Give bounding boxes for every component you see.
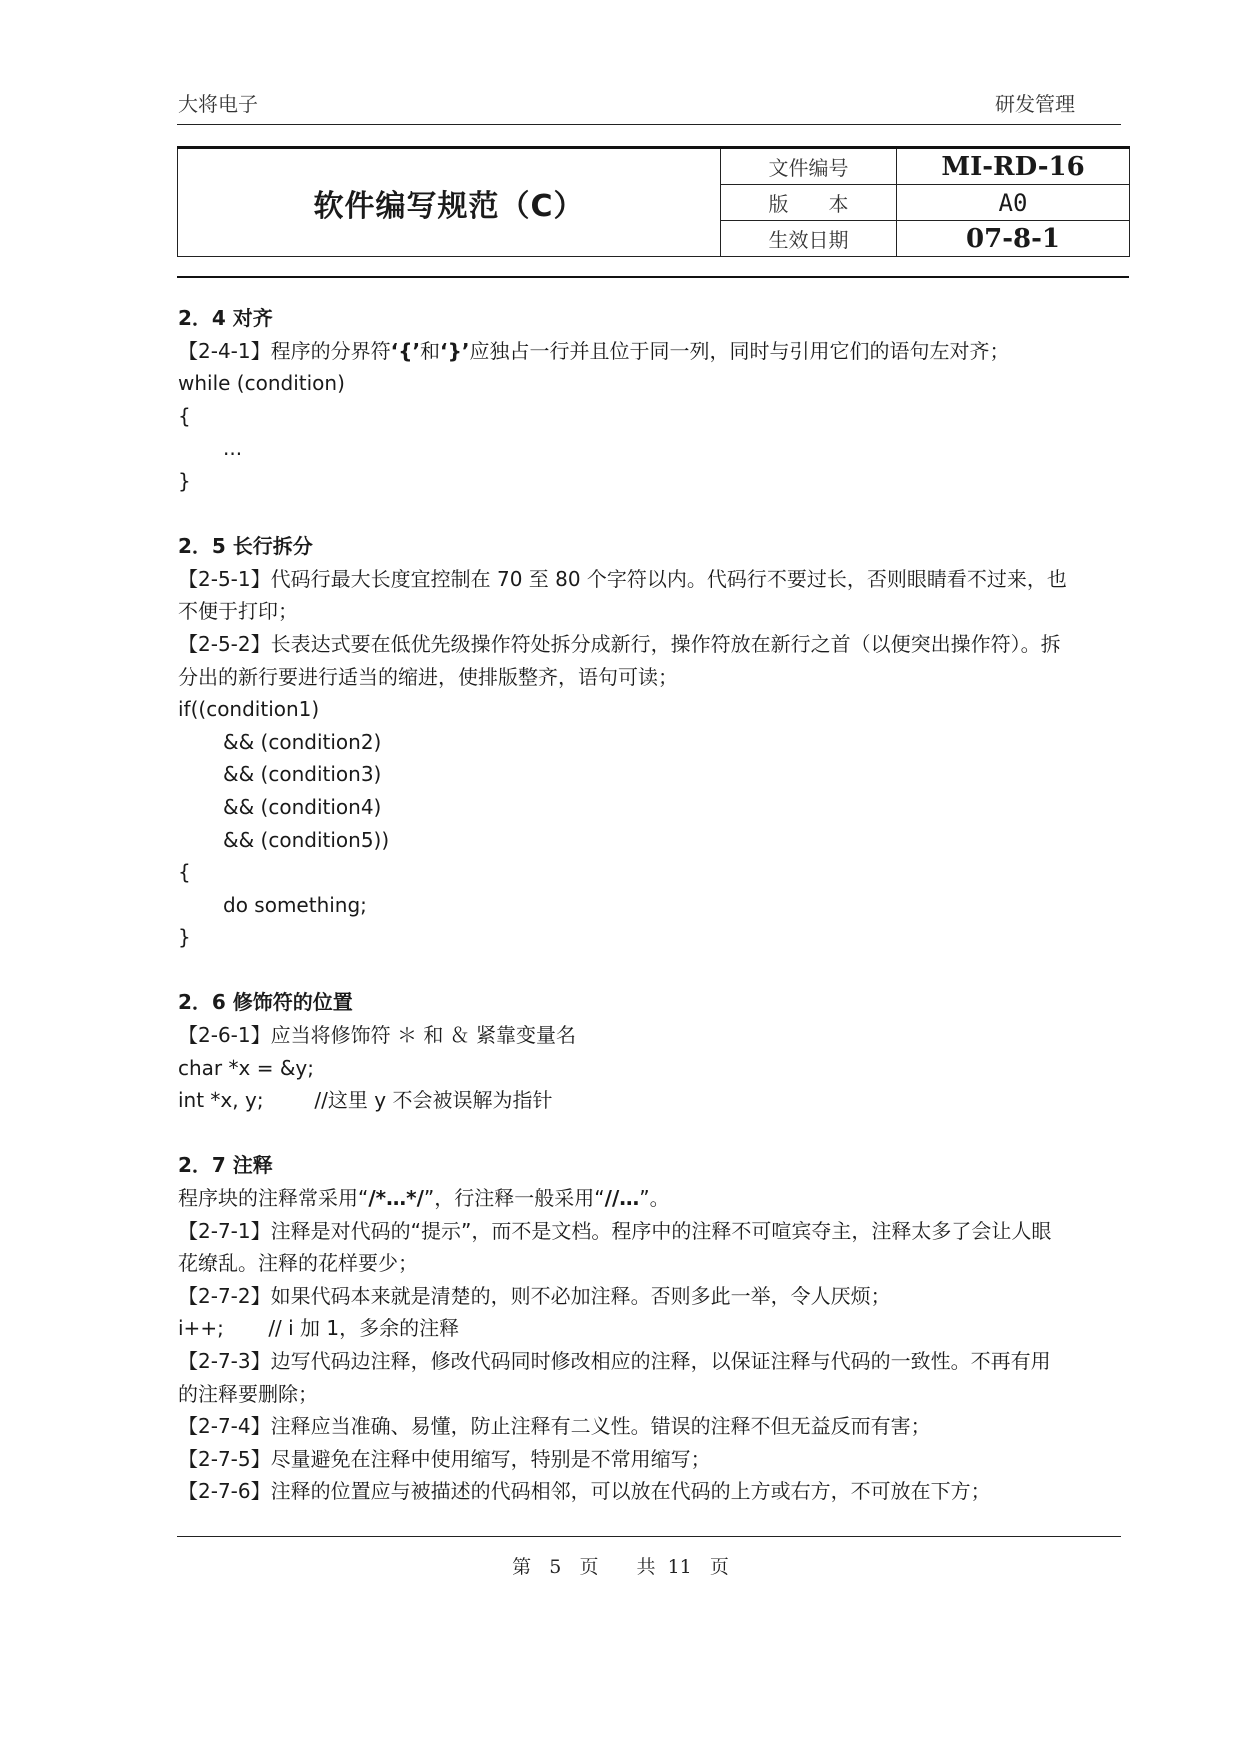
section-heading: 2．5 长行拆分	[178, 534, 313, 559]
spacer	[178, 954, 1130, 987]
paragraph-continuation: 花缭乱。注释的花样要少；	[178, 1251, 418, 1276]
document-info-table	[177, 146, 1130, 257]
spacer	[178, 1117, 1130, 1150]
rule-paragraph: 【2-5-1】代码行最大长度宜控制在 70 至 80 个字符以内。代码行不要过长，否则眼睛看不过来，也	[178, 566, 1067, 591]
rule-id: 【2-5-2】	[178, 631, 271, 656]
code-line: if((condition1)	[178, 697, 320, 722]
code-line: while (condition)	[178, 371, 345, 396]
rule-paragraph: 【2-7-1】注释是对代码的“提示”，而不是文档。程序中的注释不可喧宾夺主，注释太多了会让人眼	[178, 1218, 1052, 1243]
rule-id: 【2-7-4】	[178, 1414, 271, 1439]
rule-paragraph: 【2-7-5】尽量避免在注释中使用缩写，特别是不常用缩写；	[178, 1446, 711, 1471]
code-line: }	[178, 468, 191, 493]
version-value: A0	[897, 185, 1130, 221]
rule-id: 【2-7-3】	[178, 1349, 271, 1373]
paragraph-continuation: 不便于打印；	[178, 599, 298, 624]
document-title: 软件编写规范（C）	[178, 148, 721, 257]
paragraph-continuation: 的注释要删除；	[178, 1381, 318, 1406]
code-line: i++; // i 加 1，多余的注释	[178, 1316, 460, 1341]
code-line: && (condition3)	[223, 762, 382, 787]
section-heading: 2．4 对齐	[178, 306, 273, 330]
rule-paragraph: 【2-7-6】注释的位置应与被描述的代码相邻，可以放在代码的上方或右方，不可放在下方；	[178, 1479, 991, 1504]
code-line: char *x = &y;	[178, 1055, 314, 1080]
section-heading: 2．7 注释	[178, 1153, 273, 1178]
code-line: {	[178, 860, 191, 885]
footer-divider	[177, 1536, 1121, 1537]
rule-paragraph: 【2-7-4】注释应当准确、易懂，防止注释有二义性。错误的注释不但无益反而有害；	[178, 1414, 931, 1439]
version-label: 版 本	[721, 185, 897, 221]
rule-id: 【2-7-6】	[178, 1479, 271, 1504]
company-name: 大将电子	[178, 92, 258, 116]
rule-paragraph: 【2-6-1】应当将修饰符 ＊ 和 ＆ 紧靠变量名	[178, 1023, 577, 1048]
page-footer: 第 5 页 共 11 页	[512, 1556, 729, 1578]
page-total: 11	[667, 1556, 692, 1578]
section-heading: 2．6 修饰符的位置	[178, 990, 353, 1015]
rule-paragraph: 【2-7-2】如果代码本来就是清楚的，则不必加注释。否则多此一举，令人厌烦；	[178, 1283, 891, 1308]
effective-date-label: 生效日期	[721, 221, 897, 257]
effective-date-value: 07-8-1	[897, 221, 1130, 257]
doc-number-value: MI-RD-16	[897, 148, 1130, 185]
rule-id: 【2-7-2】	[178, 1283, 271, 1308]
code-line: do something;	[223, 892, 367, 917]
code-line: int *x, y; //这里 y 不会被误解为指针	[178, 1088, 553, 1113]
code-line: }	[178, 925, 191, 950]
header-divider	[177, 124, 1121, 125]
doc-number-label: 文件编号	[721, 148, 897, 185]
code-line: && (condition4)	[223, 794, 382, 819]
code-line: && (condition5))	[223, 827, 390, 852]
department-name: 研发管理	[995, 92, 1075, 116]
code-line: {	[178, 403, 191, 428]
spacer	[178, 498, 1130, 531]
rule-paragraph: 【2-5-2】长表达式要在低优先级操作符处拆分成新行，操作符放在新行之首（以便突出操作符）。拆	[178, 631, 1061, 656]
page-number: 5	[549, 1556, 562, 1578]
page-content	[178, 302, 1130, 1508]
table-bottom-rule	[177, 276, 1129, 278]
rule-id: 【2-6-1】	[178, 1023, 271, 1048]
rule-id: 【2-7-5】	[178, 1446, 271, 1471]
code-line: && (condition2)	[223, 729, 382, 754]
rule-paragraph: 【2-4-1】程序的分界符‘{’和‘}’应独占一行并且位于同一列，同时与引用它们的语句左对齐；	[178, 338, 1010, 363]
rule-id: 【2-4-1】	[178, 338, 271, 363]
rule-id: 【2-5-1】	[178, 566, 271, 591]
rule-paragraph: 【2-7-3】边写代码边注释，修改代码同时修改相应的注释，以保证注释与代码的一致性。不再有用	[178, 1349, 1051, 1373]
paragraph-continuation: 分出的新行要进行适当的缩进，使排版整齐，语句可读；	[178, 664, 678, 689]
code-line: ...	[223, 436, 243, 461]
rule-id: 【2-7-1】	[178, 1218, 271, 1243]
intro-paragraph: 程序块的注释常采用“/*…*/”，行注释一般采用“//…”。	[178, 1186, 670, 1211]
